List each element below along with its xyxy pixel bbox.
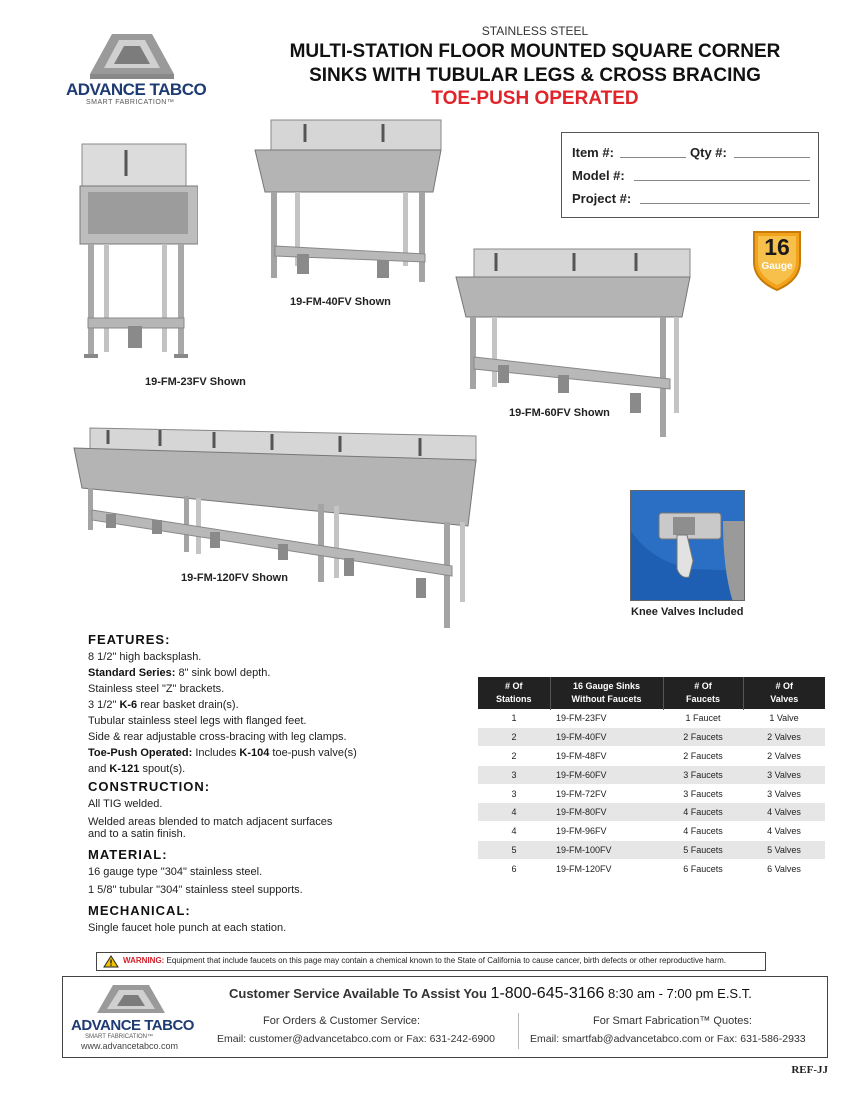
cell-stations: 2 [478, 747, 550, 766]
cell-valves: 4 Valves [743, 822, 825, 841]
feature-line: Standard Series: 8" sink bowl depth. [88, 667, 271, 679]
gauge-number: 16 [764, 234, 790, 260]
cell-stations: 6 [478, 859, 550, 878]
cell-faucets: 3 Faucets [663, 765, 743, 784]
cell-model: 19-FM-72FV [550, 784, 663, 803]
table-row [478, 709, 825, 728]
sink-image-fm120 [72, 418, 480, 628]
table-row [478, 747, 825, 766]
caption-fm60: 19-FM-60FV Shown [509, 407, 610, 419]
mechanical-heading: MECHANICAL: [88, 903, 191, 918]
cell-stations: 2 [478, 728, 550, 747]
item-label: Item #: [572, 145, 614, 160]
cell-model: 19-FM-96FV [550, 822, 663, 841]
table-row [478, 803, 825, 822]
feature-line: Toe-Push Operated: Includes K-104 toe-push valve(s) [88, 747, 357, 759]
cell-faucets: 6 Faucets [663, 859, 743, 878]
warning-label: WARNING: [123, 956, 165, 965]
cell-faucets: 3 Faucets [663, 784, 743, 803]
caption-fm23: 19-FM-23FV Shown [145, 376, 246, 388]
cell-valves: 1 Valve [743, 709, 825, 728]
knee-valve-icon [631, 491, 745, 601]
warning-text: Equipment that include faucets on this page may contain a chemical known to the State of California to cause cancer, birth defects or other reproductive harm. [164, 956, 726, 965]
cell-stations: 3 [478, 784, 550, 803]
brand-logo [62, 30, 222, 120]
caption-knee: Knee Valves Included [631, 606, 744, 618]
construction-heading: CONSTRUCTION: [88, 779, 211, 794]
qty-label: Qty #: [690, 145, 727, 160]
service-phone[interactable]: 1-800-645-3166 [490, 985, 605, 1002]
mechanical-line: Single faucet hole punch at each station. [88, 922, 287, 934]
table-row [478, 841, 825, 860]
reference-code: REF-JJ [791, 1064, 828, 1076]
construction-line: All TIG welded. [88, 798, 163, 810]
project-label: Project #: [572, 191, 632, 206]
category-label: STAINLESS STEEL [481, 24, 589, 38]
header-valves: # Of Valves [743, 677, 825, 709]
cell-valves: 2 Valves [743, 747, 825, 766]
table-row [478, 728, 825, 747]
cell-valves: 3 Valves [743, 784, 825, 803]
prop65-warning [96, 952, 766, 971]
cell-model: 19-FM-120FV [550, 859, 663, 878]
cell-faucets: 4 Faucets [663, 822, 743, 841]
cell-faucets: 1 Faucet [663, 709, 743, 728]
caption-fm40: 19-FM-40FV Shown [290, 296, 391, 308]
cell-model: 19-FM-40FV [550, 728, 663, 747]
table-row [478, 784, 825, 803]
table-header-row [478, 677, 825, 709]
table-row [478, 765, 825, 784]
cell-valves: 3 Valves [743, 765, 825, 784]
service-hours: 8:30 am - 7:00 pm E.S.T. [604, 986, 752, 1001]
logo-emblem-icon [62, 30, 222, 82]
orders-heading: For Orders & Customer Service: [263, 1015, 421, 1027]
table-row [478, 859, 825, 878]
cell-valves: 2 Valves [743, 728, 825, 747]
cell-faucets: 2 Faucets [663, 747, 743, 766]
cell-model: 19-FM-60FV [550, 765, 663, 784]
cell-model: 19-FM-48FV [550, 747, 663, 766]
title-line-1: MULTI-STATION FLOOR MOUNTED SQUARE CORNER [289, 41, 781, 62]
footer [62, 976, 828, 1058]
features-heading: FEATURES: [88, 632, 171, 647]
item-info-box [561, 132, 819, 218]
material-line: 1 5/8" tubular "304" stainless steel supports. [88, 884, 303, 896]
project-field[interactable] [640, 203, 810, 204]
model-field[interactable] [634, 180, 810, 181]
footer-logo-emblem-icon [69, 983, 199, 1017]
footer-website-link[interactable]: www.advancetabco.com [81, 1041, 179, 1051]
material-heading: MATERIAL: [88, 847, 168, 862]
feature-line: 3 1/2" K-6 rear basket drain(s). [88, 699, 239, 711]
cell-valves: 6 Valves [743, 859, 825, 878]
cell-stations: 1 [478, 709, 550, 728]
quotes-heading: For Smart Fabrication™ Quotes: [593, 1015, 752, 1027]
cell-model: 19-FM-100FV [550, 841, 663, 860]
header-faucets: # Of Faucets [663, 677, 743, 709]
cell-model: 19-FM-23FV [550, 709, 663, 728]
feature-line: Tubular stainless steel legs with flanged feet. [88, 715, 307, 727]
cell-stations: 4 [478, 803, 550, 822]
construction-line: and to a satin finish. [88, 828, 186, 840]
footer-tagline: SMART FABRICATION™ [85, 1034, 154, 1040]
feature-line: Stainless steel "Z" brackets. [88, 683, 225, 695]
page-title [250, 40, 820, 88]
cell-faucets: 4 Faucets [663, 803, 743, 822]
service-text: Customer Service Available To Assist You [229, 986, 491, 1001]
gauge-label: Gauge [761, 261, 793, 272]
gauge-badge [748, 228, 806, 292]
customer-service-line [229, 985, 752, 1003]
warning-triangle-icon [103, 955, 119, 968]
construction-line: Welded areas blended to match adjacent surfaces [88, 816, 333, 828]
brand-tagline: SMART FABRICATION™ [86, 99, 175, 106]
cell-valves: 5 Valves [743, 841, 825, 860]
cell-faucets: 5 Faucets [663, 841, 743, 860]
qty-field[interactable] [734, 157, 810, 158]
material-line: 16 gauge type "304" stainless steel. [88, 866, 263, 878]
footer-logo [69, 983, 199, 1053]
item-field[interactable] [620, 157, 686, 158]
cell-faucets: 2 Faucets [663, 728, 743, 747]
sink-image-fm40 [253, 116, 443, 296]
table-row [478, 822, 825, 841]
cell-valves: 4 Valves [743, 803, 825, 822]
caption-fm120: 19-FM-120FV Shown [181, 572, 288, 584]
header-stations: # Of Stations [478, 677, 550, 709]
footer-brand-name: ADVANCE TABCO [71, 1017, 194, 1034]
quotes-contact[interactable]: Email: smartfab@advancetabco.com or Fax: 631-586-2933 [530, 1033, 806, 1045]
feature-line: and K-121 spout(s). [88, 763, 186, 775]
model-label: Model #: [572, 168, 625, 183]
orders-contact[interactable]: Email: customer@advancetabco.com or Fax: 631-242-6900 [217, 1033, 495, 1045]
brand-name: ADVANCE TABCO [66, 80, 207, 99]
footer-divider [518, 1013, 519, 1049]
sink-image-fm23 [78, 140, 198, 365]
spec-table [478, 677, 825, 878]
feature-line: 8 1/2" high backsplash. [88, 651, 202, 663]
cell-model: 19-FM-80FV [550, 803, 663, 822]
feature-line: Side & rear adjustable cross-bracing with leg clamps. [88, 731, 347, 743]
title-line-2: SINKS WITH TUBULAR LEGS & CROSS BRACING [309, 65, 761, 86]
cell-stations: 3 [478, 765, 550, 784]
knee-valve-photo [630, 490, 745, 601]
page-subtitle: TOE-PUSH OPERATED [431, 88, 639, 109]
cell-stations: 5 [478, 841, 550, 860]
header-model: 16 Gauge Sinks Without Faucets [550, 677, 663, 709]
cell-stations: 4 [478, 822, 550, 841]
